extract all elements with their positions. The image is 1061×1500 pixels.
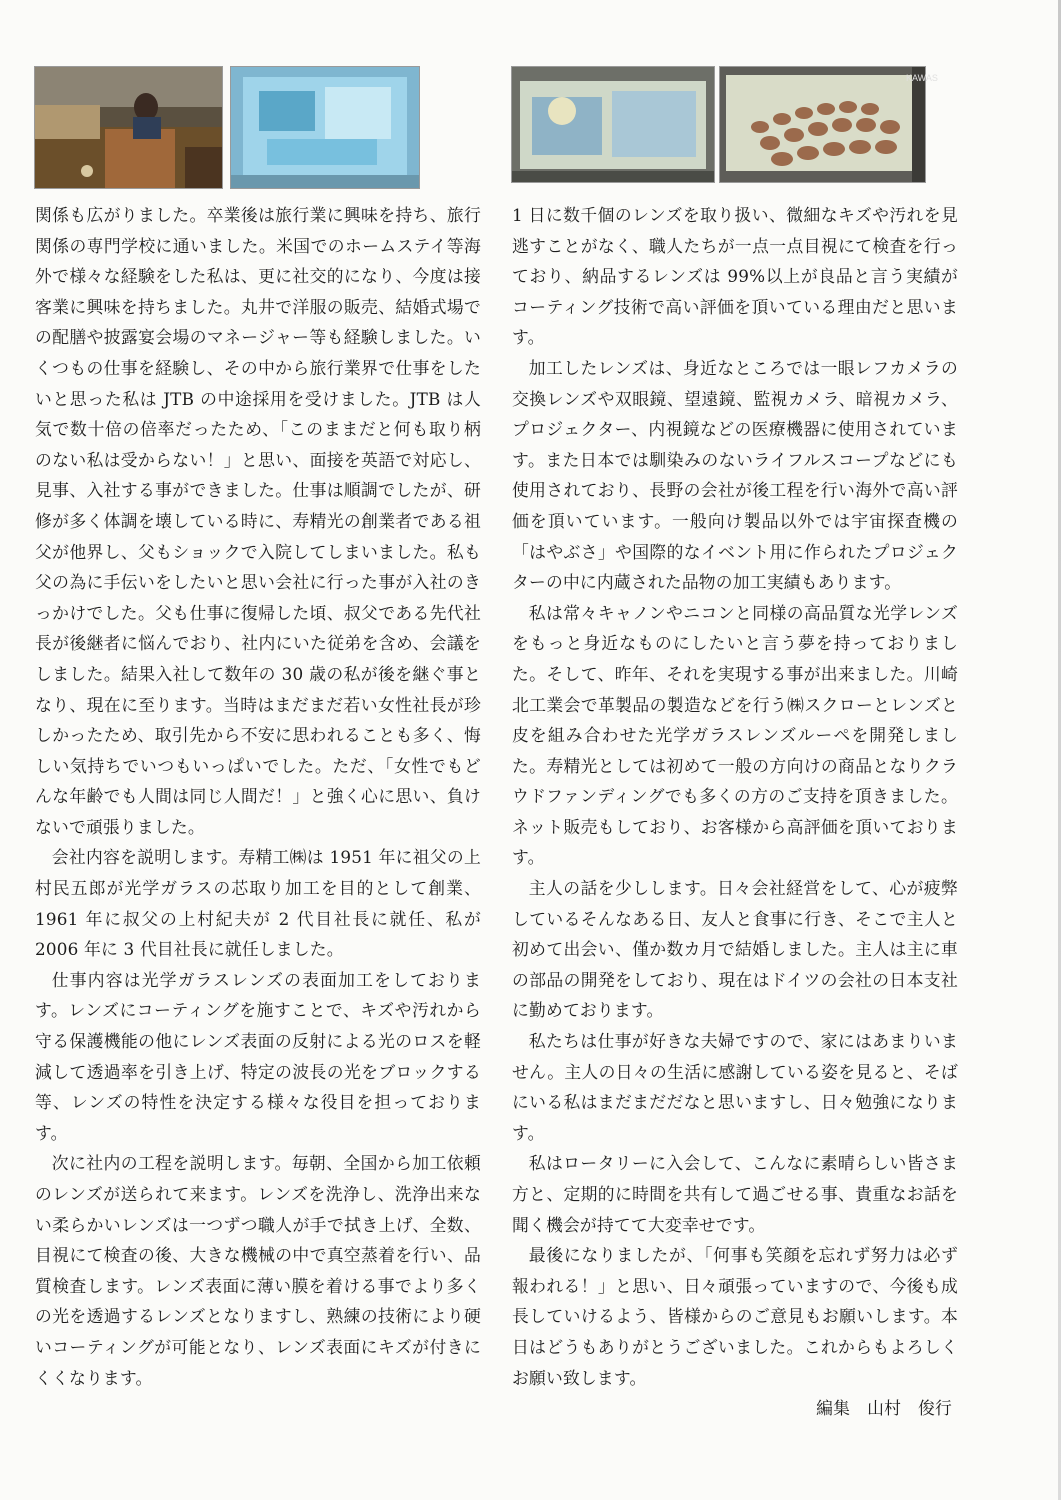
slide-photo-2 xyxy=(511,66,715,183)
paragraph: 次に社内の工程を説明します。毎朝、全国から加工依頼のレンズが送られて来ます。レンズを洗浄し、洗浄出来ない柔らかいレンズは一つずつ職人が手で拭き上げ、全数、目視にて検査の後、大きな機械の中で真空蒸着を行い、品質検査します。レンズ表面に薄い膜を着ける事でより多くの光を透過するレンズとなりますし、熟練の技術により硬いコーティングが可能となり、レンズ表面にキズが付きにくくなります。 xyxy=(35,1153,481,1388)
paragraph: 仕事内容は光学ガラスレンズの表面加工をしております。レンズにコーティングを施すことで、キズや汚れから守る保護機能の他にレンズ表面の反射による光のロスを軽減して透過率を引き上げ、特定の波長の光をブロックする等、レンズの特性を決定する様々な役目を担っております。 xyxy=(35,969,481,1143)
slide-photo-1 xyxy=(230,66,420,189)
paragraph: 1 日に数千個のレンズを取り扱い、微細なキズや汚れを見逃すことがなく、職人たちが一点一点目視にて検査を行っており、納品するレンズは 99%以上が良品と言う実績がコーティング技術で高い評価を頂いている理由だと思います。 xyxy=(512,205,958,348)
left-column xyxy=(35,200,481,1393)
speaker-photo xyxy=(34,66,223,189)
paragraph: 関係も広がりました。卒業後は旅行業に興味を持ち、旅行関係の専門学校に通いました。米国でのホームステイ等海外で様々な経験をした私は、更に社交的になり、今度は接客業に興味を持ちました。丸井で洋服の販売、結婚式場での配膳や披露宴会場のマネージャー等も経験しました。いくつもの仕事を経験し、その中から旅行業界で仕事をしたいと思った私は JTB の中途採用を受けました。JTB は人気で数十倍の倍率だったため、「このままだと何も取り柄のない私は受からない！」と思い、面接を英語で対応し、見事、入社する事ができました。仕事は順調でしたが、研修が多く体調を壊している時に、寿精光の創業者である祖父が他界し、父もショックで入院してしまいました。私も父の為に手伝いをしたいと思い会社に行った事が入社のきっかけでした。父も仕事に復帰した頃、叔父である先代社長が後継者に悩んでおり、社内にいた従弟を含め、会議をしました。結果入社して数年の 30 歳の私が後を継ぐ事となり、現在に至ります。当時はまだまだ若い女性社長が珍しかったため、取引先から不安に思われることも多く、悔しい気持ちでいつもいっぱいでした。ただ、「女性でもどんな年齢でも人間は同じ人間だ！」と強く心に思い、負けないで頑張りました。 xyxy=(35,205,481,837)
paragraph: 加工したレンズは、身近なところでは一眼レフカメラの交換レンズや双眼鏡、望遠鏡、監視カメラ、暗視カメラ、プロジェクター、内視鏡などの医療機器に使用されています。また日本では馴染みのないライフルスコープなどにも使用されており、長野の会社が後工程を行い海外で高い評価を頂いています。一般向け製品以外では宇宙探査機の「はやぶさ」や国際的なイベント用に作られたプロジェクターの中に内蔵された品物の加工実績もあります。 xyxy=(512,357,958,593)
editor-credit: 編集 山村 俊行 xyxy=(816,1398,952,1419)
paragraph: 私は常々キャノンやニコンと同様の高品質な光学レンズをもっと身近なものにしたいと言う夢を持っておりました。そして、昨年、それを実現する事が出来ました。川崎北工業会で革製品の製造などを行う㈱スクローとレンズと皮を組み合わせた光学ガラスレンズルーペを開発しました。寿精光としては初めて一般の方向けの商品となりクラウドファンディングでも多くの方のご支持を頂きました。ネット販売もしており、お客様から高評価を頂いております。 xyxy=(512,602,958,868)
right-column xyxy=(512,200,958,1424)
paragraph: 私はロータリーに入会して、こんなに素晴らしい皆さま方と、定期的に時間を共有して過ごせる事、貴重なお話を聞く機会が持てて大変幸せです。 xyxy=(512,1153,958,1235)
paragraph: 会社内容を説明します。寿精工㈱は 1951 年に祖父の上村民五郎が光学ガラスの芯取り加工を目的として創業、1961 年に叔父の上村紀夫が 2 代目社長に就任、私が 2006 年に 3 代目社長に就任しました。 xyxy=(35,847,481,960)
paragraph: 私たちは仕事が好きな夫婦ですので、家にはあまりいません。主人の日々の生活に感謝している姿を見ると、そばにいる私はまだまだだなと思いますし、日々勉強になります。 xyxy=(512,1031,958,1143)
paragraph: 主人の話を少しします。日々会社経営をして、心が疲弊しているそんなある日、友人と食事に行き、そこで主人と初めて出会い、僅か数カ月で結婚しました。主人は主に車の部品の開発をしており、現在はドイツの会社の日本支社に勤めております。 xyxy=(512,878,958,1021)
slide-caption-fragment: KAWAS xyxy=(906,73,938,83)
slide-photo-3 xyxy=(719,66,938,183)
paragraph: 最後になりましたが、「何事も笑顔を忘れず努力は必ず報われる！」と思い、日々頑張っていますので、今後も成長していけるよう、皆様からのご意見もお願いします。本日はどうもありがとうございました。これからもよろしくお願い致します。 xyxy=(512,1245,958,1388)
